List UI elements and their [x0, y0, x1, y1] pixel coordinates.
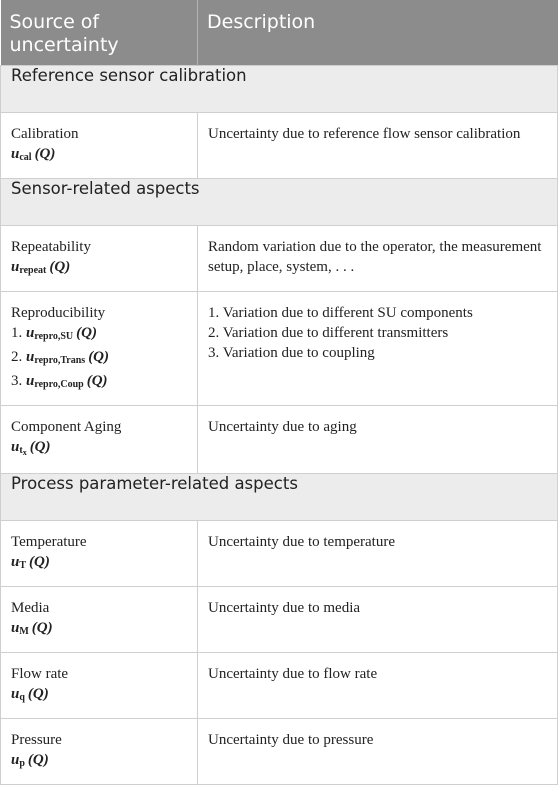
source-line: Pressure — [11, 732, 62, 748]
source-cell — [1, 113, 198, 179]
section-row — [1, 474, 558, 521]
uncertainty-symbol: $u_q$ (Q) — [11, 686, 49, 703]
symbol-argument: (Q) — [86, 373, 108, 389]
section-row — [1, 66, 558, 113]
section-title: Reference sensor calibration — [1, 66, 558, 113]
uncertainty-symbol: $u_{repeat}$ (Q) — [11, 259, 71, 276]
table-row — [1, 406, 558, 474]
source-line: 1. $u_{repro,SU}$ (Q) — [11, 323, 187, 347]
symbol-subscript: p — [19, 758, 25, 769]
symbol-argument: (Q) — [49, 259, 71, 275]
source-line — [11, 144, 187, 168]
section-title: Sensor-related aspects — [1, 179, 558, 226]
uncertainty-symbol: $u_{repro,Trans}$ (Q) — [26, 349, 110, 366]
uncertainty-symbol: $u_M$ (Q) — [11, 620, 53, 637]
table-row — [1, 113, 558, 179]
source-line: Component Aging — [11, 419, 122, 435]
source-line: 2. $u_{repro,Trans}$ (Q) — [11, 347, 187, 371]
description-line: Random variation due to the operator, the measurement setup, place, system, . . . — [208, 239, 542, 275]
description-line: Uncertainty due to aging — [208, 419, 357, 435]
description-line: Uncertainty due to temperature — [208, 534, 396, 550]
source-cell — [1, 226, 198, 292]
uncertainty-symbol: $u_{repro,SU}$ (Q) — [26, 325, 97, 342]
description-line: Uncertainty due to flow rate — [208, 666, 378, 682]
table-row — [1, 719, 558, 785]
source-line: Repeatability — [11, 239, 91, 255]
source-cell — [1, 406, 198, 474]
source-line: Reproducibility — [11, 305, 106, 321]
section-title: Process parameter-related aspects — [1, 474, 558, 521]
description-line: 3. Variation due to coupling — [208, 345, 375, 361]
symbol-argument: (Q) — [27, 686, 49, 702]
symbol-subscript: tx — [19, 445, 27, 457]
table-header — [1, 0, 558, 66]
uncertainty-symbol: $u_T$ (Q) — [11, 554, 50, 571]
source-line: Media — [11, 600, 50, 616]
symbol-argument: (Q) — [29, 554, 50, 570]
uncertainty-symbol: $u_{repro,Coup}$ (Q) — [26, 373, 108, 390]
symbol-argument: (Q) — [76, 325, 97, 341]
source-line — [11, 257, 187, 281]
header-row — [1, 0, 558, 66]
source-line — [11, 750, 187, 774]
symbol-subscript: cal — [19, 152, 32, 163]
source-cell — [1, 521, 198, 587]
symbol-argument: (Q) — [88, 349, 110, 365]
uncertainty-symbol: $u_{cal}$ (Q) — [11, 146, 56, 163]
symbol-subscript: repro,SU — [34, 331, 74, 342]
description-cell — [198, 521, 558, 587]
symbol-argument: (Q) — [31, 620, 53, 636]
source-line: 3. $u_{repro,Coup}$ (Q) — [11, 371, 187, 395]
symbol-argument: (Q) — [34, 146, 56, 162]
source-line — [11, 437, 187, 463]
description-line: 1. Variation due to different SU components — [208, 305, 473, 321]
description-line: Uncertainty due to pressure — [208, 732, 374, 748]
source-cell — [1, 292, 198, 406]
source-line: Calibration — [11, 126, 79, 142]
description-cell — [198, 292, 558, 406]
table-row — [1, 226, 558, 292]
description-line: Uncertainty due to reference flow sensor calibration — [208, 126, 521, 142]
description-cell — [198, 406, 558, 474]
source-line — [11, 552, 187, 576]
symbol-subscript: q — [19, 692, 25, 703]
description-cell — [198, 653, 558, 719]
description-cell — [198, 587, 558, 653]
description-cell — [198, 113, 558, 179]
symbol-subscript: repro,Trans — [34, 355, 86, 366]
symbol-argument: (Q) — [29, 439, 51, 455]
header-description: Description — [198, 0, 558, 66]
symbol-subscript: repro,Coup — [34, 379, 84, 390]
uncertainty-symbol: $u_{t_x}$ (Q) — [11, 439, 51, 457]
uncertainty-symbol: $u_p$ (Q) — [11, 752, 49, 769]
description-line: Uncertainty due to media — [208, 600, 361, 616]
section-row — [1, 179, 558, 226]
source-cell — [1, 653, 198, 719]
source-cell — [1, 719, 198, 785]
source-cell — [1, 587, 198, 653]
symbol-argument: (Q) — [27, 752, 49, 768]
table-row — [1, 521, 558, 587]
symbol-subscript: repeat — [19, 265, 47, 276]
header-source: Source of uncertainty — [1, 0, 198, 66]
description-cell — [198, 719, 558, 785]
table-body — [1, 66, 558, 785]
description-cell — [198, 226, 558, 292]
source-line — [11, 618, 187, 642]
symbol-subscript: M — [19, 626, 29, 637]
source-line — [11, 684, 187, 708]
symbol-subscript: T — [19, 560, 27, 571]
description-line: 2. Variation due to different transmitters — [208, 325, 449, 341]
source-line: Temperature — [11, 534, 87, 550]
table-row — [1, 292, 558, 406]
table-row — [1, 653, 558, 719]
table-row — [1, 587, 558, 653]
source-line: Flow rate — [11, 666, 69, 682]
